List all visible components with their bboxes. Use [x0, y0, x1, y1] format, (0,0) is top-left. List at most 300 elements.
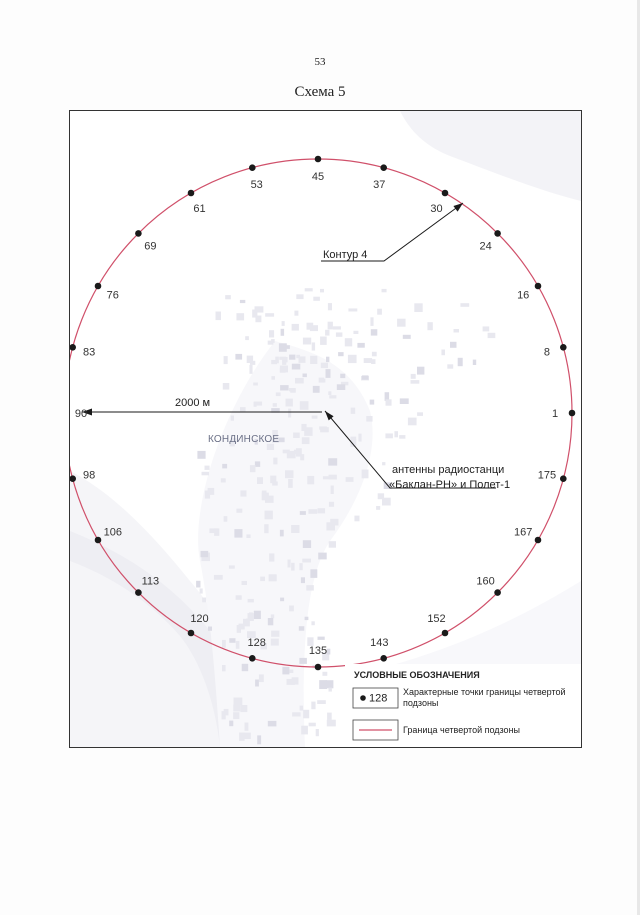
building	[300, 401, 309, 410]
building	[236, 313, 244, 320]
building	[400, 398, 409, 404]
building	[382, 462, 385, 465]
building	[473, 360, 476, 365]
building	[313, 386, 320, 393]
building	[222, 464, 227, 469]
boundary-point-label: 37	[373, 179, 386, 192]
building	[403, 335, 411, 339]
building	[268, 618, 274, 625]
building	[270, 476, 276, 484]
building	[358, 434, 361, 442]
building	[286, 399, 293, 407]
legend-point-text-line2: подзоны	[403, 698, 439, 708]
building	[283, 450, 290, 454]
building	[317, 700, 326, 704]
building	[450, 342, 457, 348]
building	[300, 511, 306, 515]
building	[305, 617, 309, 620]
building	[312, 416, 318, 419]
legend-point-sample: 128	[369, 692, 388, 705]
building	[330, 519, 338, 526]
building	[292, 364, 301, 370]
building	[362, 470, 369, 479]
building	[269, 330, 274, 337]
building	[288, 409, 291, 418]
boundary-point-label: 45	[311, 171, 325, 183]
boundary-point	[538, 469, 567, 482]
building	[328, 322, 333, 330]
boundary-point-dot	[95, 283, 102, 290]
building	[417, 412, 423, 416]
building	[229, 638, 235, 643]
building	[200, 588, 203, 593]
building	[372, 352, 377, 357]
building	[320, 427, 329, 432]
building	[312, 342, 315, 350]
building	[196, 581, 200, 588]
building	[234, 698, 243, 706]
building	[248, 599, 254, 603]
boundary-point	[312, 156, 324, 183]
legend	[345, 664, 581, 747]
building	[294, 450, 299, 454]
building	[329, 395, 336, 398]
map-canvas	[70, 111, 581, 747]
building	[288, 479, 293, 488]
building	[382, 498, 391, 506]
building	[316, 729, 319, 736]
building	[325, 330, 329, 336]
building	[299, 626, 305, 631]
building	[336, 332, 343, 336]
boundary-point-dot	[249, 164, 256, 171]
building	[242, 664, 249, 671]
boundary-point-dot	[560, 344, 567, 351]
settlement-label: КОНДИНСКОЕ	[208, 434, 280, 445]
building	[319, 379, 325, 383]
building	[281, 329, 285, 336]
building	[303, 710, 309, 719]
boundary-point-label: 61	[193, 202, 206, 215]
boundary-point-label: 90	[74, 408, 88, 420]
building	[371, 329, 378, 335]
building	[235, 354, 242, 360]
building	[323, 476, 331, 479]
boundary-point-dot	[188, 190, 195, 197]
legend-point-icon	[360, 695, 366, 701]
building	[280, 385, 289, 390]
building	[331, 486, 334, 495]
boundary-point-label: 8	[543, 346, 550, 359]
building	[376, 506, 380, 510]
building	[209, 528, 218, 533]
building	[303, 540, 311, 548]
building	[225, 295, 231, 299]
boundary-point	[427, 613, 448, 636]
boundary-point-label: 167	[514, 526, 533, 539]
building	[269, 574, 277, 581]
building	[224, 709, 229, 716]
building	[321, 363, 328, 368]
building	[408, 418, 417, 426]
building	[454, 329, 460, 333]
building	[208, 627, 212, 631]
legend-title: УСЛОВНЫЕ ОБОЗНАЧЕНИЯ	[354, 670, 480, 680]
building	[292, 324, 299, 331]
building	[295, 378, 304, 384]
map-frame	[69, 110, 582, 748]
building	[271, 639, 279, 646]
boundary-point-label: 98	[82, 469, 96, 482]
building	[202, 598, 206, 603]
building	[288, 560, 291, 568]
building	[348, 308, 357, 311]
building	[289, 355, 295, 360]
building	[377, 309, 382, 315]
boundary-point-dot	[494, 589, 501, 596]
boundary-point-label: 106	[103, 526, 122, 539]
building	[246, 534, 250, 538]
building	[362, 375, 368, 379]
boundary-point-dot	[249, 655, 256, 662]
building	[311, 702, 315, 710]
building	[264, 524, 268, 533]
building	[255, 680, 259, 687]
boundary-point-dot	[380, 655, 387, 662]
building	[318, 508, 326, 513]
building	[286, 345, 290, 349]
building	[282, 321, 285, 326]
building	[307, 323, 314, 330]
boundary-point-dot	[442, 190, 449, 197]
building	[208, 488, 215, 495]
legend-line-text: Граница четвертой подзоны	[403, 725, 521, 735]
building	[318, 553, 327, 560]
building	[301, 424, 306, 431]
building	[313, 297, 320, 301]
boundary-point	[544, 344, 567, 359]
building	[201, 551, 209, 557]
building	[244, 733, 251, 739]
building	[282, 667, 289, 675]
building	[293, 433, 300, 439]
building	[239, 733, 245, 741]
antenna-label-line1: антенны радиостанци	[392, 464, 505, 476]
building	[229, 565, 235, 568]
boundary-point	[514, 527, 541, 544]
building	[322, 672, 327, 676]
building	[299, 658, 307, 664]
building	[301, 726, 308, 735]
building	[268, 721, 277, 727]
building	[287, 679, 295, 685]
contour-label: Контур 4	[323, 249, 368, 261]
building	[329, 541, 336, 548]
boundary-point	[370, 637, 388, 662]
building	[275, 357, 279, 364]
building	[236, 595, 242, 600]
boundary-point-dot	[315, 156, 322, 163]
building	[364, 358, 372, 363]
building	[276, 392, 281, 396]
building	[460, 303, 469, 307]
building	[417, 367, 424, 375]
building	[366, 416, 372, 422]
building	[310, 356, 317, 364]
building	[269, 553, 274, 561]
building	[306, 585, 314, 591]
building	[354, 516, 359, 522]
building	[280, 530, 284, 537]
building	[357, 343, 364, 348]
building	[221, 478, 226, 482]
building	[300, 706, 304, 711]
boundary-point-label: 1	[551, 408, 559, 420]
building	[307, 476, 314, 484]
building	[327, 713, 332, 720]
boundary-point	[517, 283, 541, 302]
building	[291, 525, 299, 533]
building	[427, 322, 432, 330]
building	[289, 606, 294, 612]
building	[255, 461, 260, 467]
building	[223, 383, 230, 390]
building	[340, 374, 345, 378]
building	[233, 712, 239, 719]
antenna-label-line2: «Баклан-РН» и Полет-1	[389, 479, 511, 491]
boundary-point-dot	[569, 410, 576, 417]
building	[303, 338, 311, 345]
building	[394, 431, 398, 437]
boundary-point	[135, 230, 156, 252]
boundary-point-dot	[188, 630, 195, 637]
building	[382, 289, 387, 292]
building	[302, 437, 310, 444]
building	[241, 705, 248, 712]
boundary-point-label: 69	[144, 240, 157, 253]
building	[265, 511, 273, 520]
building	[257, 735, 261, 744]
building	[247, 356, 253, 363]
boundary-point-label: 83	[82, 346, 96, 359]
building	[282, 360, 286, 365]
boundary-point	[70, 344, 95, 359]
building	[326, 357, 329, 362]
boundary-point-dot	[560, 475, 567, 482]
building	[231, 416, 234, 421]
building	[346, 477, 354, 482]
building	[236, 641, 240, 649]
building	[327, 720, 336, 727]
page-number: 53	[314, 56, 326, 68]
building	[294, 311, 298, 316]
building	[289, 388, 296, 391]
boundary-point	[249, 164, 263, 191]
building	[308, 509, 317, 514]
building	[351, 408, 356, 414]
building	[260, 577, 265, 582]
building	[320, 289, 324, 293]
building	[329, 688, 332, 692]
building	[224, 516, 228, 522]
boundary-point	[70, 469, 95, 482]
radius-label: 2000 м	[175, 397, 211, 409]
building	[370, 400, 375, 405]
boundary-point-label: 120	[190, 613, 209, 626]
boundary-point-dot	[535, 537, 542, 544]
building	[222, 665, 226, 671]
building	[280, 598, 284, 602]
building	[337, 384, 346, 390]
building	[310, 569, 317, 578]
boundary-point-label: 128	[247, 636, 266, 649]
building	[345, 338, 352, 346]
scheme-title: Схема 5	[294, 84, 346, 100]
building	[327, 649, 331, 655]
building	[488, 333, 496, 338]
building	[318, 637, 325, 640]
building	[483, 326, 490, 331]
building	[350, 439, 356, 447]
building	[303, 374, 307, 378]
building	[386, 399, 392, 405]
building	[397, 319, 406, 327]
building	[245, 336, 249, 340]
boundary-point-dot	[315, 664, 322, 671]
building	[222, 640, 226, 648]
building	[353, 331, 358, 334]
building	[262, 493, 269, 501]
boundary-point-label: 135	[308, 645, 328, 657]
building	[458, 358, 463, 366]
building	[447, 364, 453, 368]
building	[292, 712, 301, 716]
building	[273, 403, 277, 407]
building	[250, 465, 256, 472]
building	[320, 337, 327, 345]
boundary-point-label: 30	[430, 202, 443, 215]
building	[271, 339, 275, 343]
boundary-point-dot	[535, 283, 542, 290]
boundary-point	[373, 164, 387, 191]
building	[271, 614, 274, 618]
building	[414, 303, 422, 312]
building	[299, 563, 302, 570]
boundary-point-label: 16	[517, 289, 530, 302]
legend-point-text-line1: Характерные точки границы четвертой	[403, 687, 566, 697]
boundary-point-label: 24	[479, 240, 492, 253]
building	[233, 705, 240, 712]
building	[216, 312, 222, 321]
building	[328, 391, 331, 395]
building	[202, 472, 210, 476]
boundary-point	[479, 230, 500, 252]
building	[254, 402, 262, 406]
boundary-point-dot	[442, 630, 449, 637]
building	[333, 326, 341, 329]
boundary-point-label: 76	[106, 289, 119, 302]
boundary-point-dot	[70, 344, 76, 351]
building	[240, 300, 245, 303]
building	[296, 355, 300, 358]
boundary-point-dot	[380, 164, 387, 171]
boundary-point-label: 175	[537, 469, 557, 482]
building	[328, 303, 332, 310]
building	[385, 433, 393, 438]
building	[242, 581, 248, 585]
building	[411, 374, 416, 379]
building	[257, 477, 263, 484]
building	[328, 458, 337, 465]
building	[301, 577, 305, 583]
boundary-point	[70, 408, 87, 420]
building	[254, 611, 261, 619]
building	[441, 350, 445, 356]
building	[302, 559, 311, 563]
building	[197, 451, 205, 459]
building	[285, 470, 294, 478]
boundary-point-label: 160	[476, 575, 495, 588]
building	[240, 407, 246, 412]
building	[305, 288, 313, 291]
building	[252, 310, 257, 318]
building	[399, 435, 405, 439]
building	[273, 458, 277, 465]
boundary-point-label: 113	[141, 575, 160, 588]
building	[214, 575, 223, 580]
building	[309, 723, 316, 727]
building	[271, 631, 279, 637]
building	[236, 509, 242, 513]
building	[326, 369, 331, 378]
building	[271, 376, 275, 380]
boundary-point-label: 143	[370, 636, 389, 649]
building	[291, 563, 295, 571]
boundary-point-dot	[135, 230, 142, 237]
boundary-point	[476, 576, 500, 596]
building	[329, 502, 334, 507]
boundary-point	[188, 190, 206, 215]
building	[326, 680, 334, 688]
building	[234, 529, 242, 538]
building	[370, 317, 373, 326]
building	[279, 343, 287, 352]
building	[229, 721, 233, 727]
building	[253, 383, 258, 386]
building	[249, 365, 252, 374]
boundary-point-dot	[494, 230, 501, 237]
building	[248, 613, 254, 621]
building	[205, 466, 210, 470]
boundary-point-label: 152	[427, 613, 446, 626]
building	[280, 368, 286, 373]
building	[245, 723, 249, 731]
building	[338, 352, 344, 356]
building	[224, 356, 228, 364]
boundary-point	[95, 283, 119, 302]
building	[240, 490, 246, 496]
building	[296, 294, 303, 299]
building	[348, 355, 357, 363]
boundary-point-dot	[95, 537, 102, 544]
boundary-point	[430, 190, 448, 215]
boundary-point-dot	[135, 589, 142, 596]
boundary-point-label: 53	[250, 179, 263, 192]
building	[411, 380, 420, 384]
building	[265, 313, 274, 317]
building	[311, 621, 314, 625]
building	[259, 674, 264, 682]
